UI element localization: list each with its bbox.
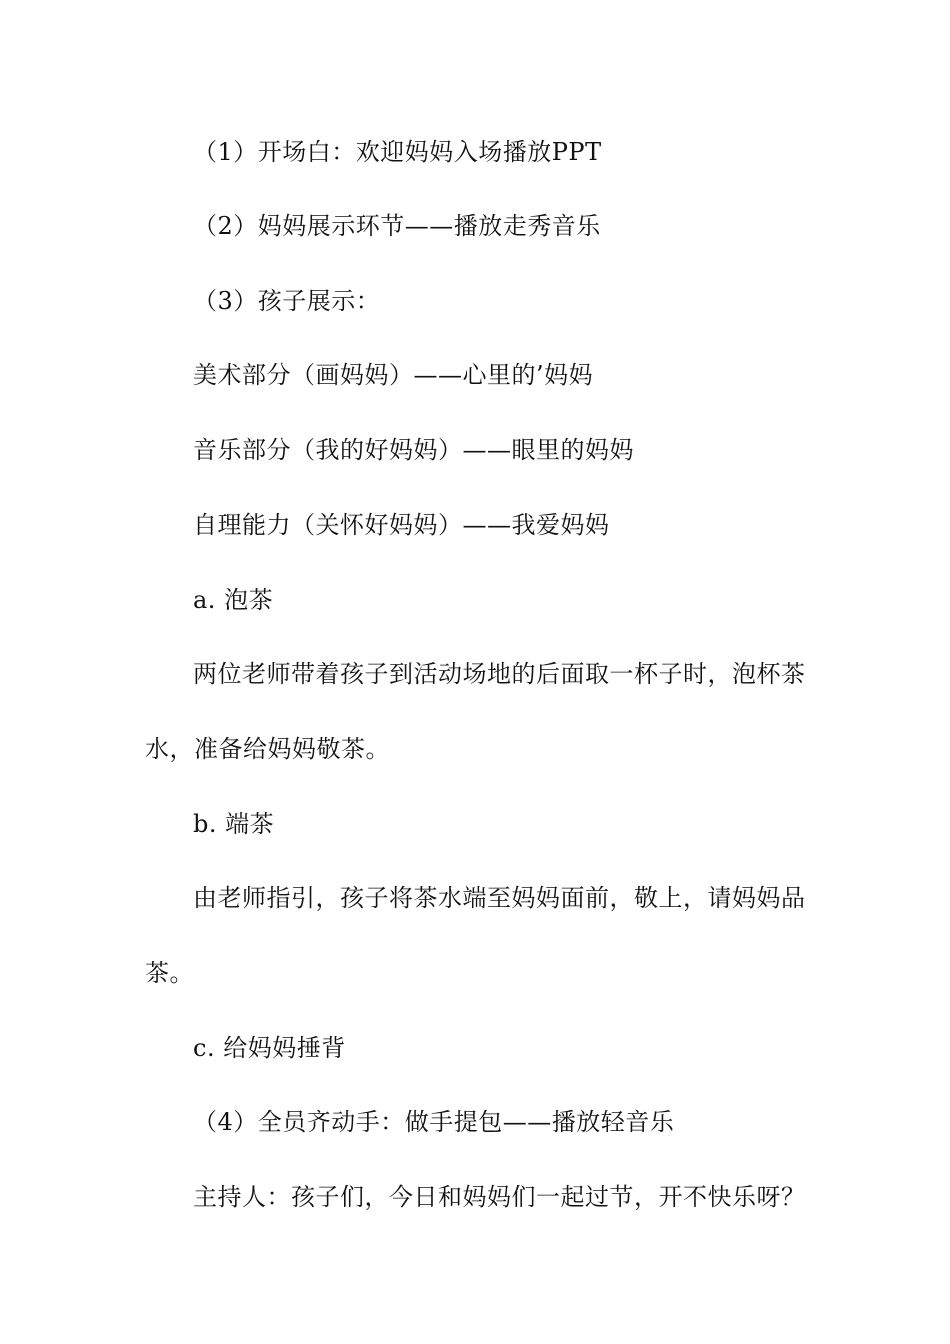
item-child-show: （3）孩子展示： xyxy=(193,287,381,315)
paragraph-b-line-2: 茶。 xyxy=(145,959,194,987)
subitem-a-heading: a. 泡茶 xyxy=(193,586,274,614)
subitem-b-heading: b. 端茶 xyxy=(193,810,275,838)
item-mom-show: （2）妈妈展示环节——播放走秀音乐 xyxy=(193,212,601,240)
item-art: 美术部分（画妈妈）——心里的’妈妈 xyxy=(193,361,594,389)
subitem-c-heading: c. 给妈妈捶背 xyxy=(193,1034,346,1062)
item-music: 音乐部分（我的好妈妈）——眼里的妈妈 xyxy=(193,436,634,464)
host-line: 主持人：孩子们，今日和妈妈们一起过节，开不快乐呀？ xyxy=(193,1183,806,1211)
paragraph-a-line-1: 两位老师带着孩子到活动场地的后面取一杯子时，泡杯茶 xyxy=(193,660,806,688)
item-opening: （1）开场白：欢迎妈妈入场播放PPT xyxy=(193,138,602,166)
item-self-care: 自理能力（关怀好妈妈）——我爱妈妈 xyxy=(193,511,610,539)
item-handbag: （4）全员齐动手：做手提包——播放轻音乐 xyxy=(193,1108,675,1136)
paragraph-a-line-2: 水，准备给妈妈敬茶。 xyxy=(145,735,390,763)
paragraph-b-line-1: 由老师指引，孩子将茶水端至妈妈面前，敬上，请妈妈品 xyxy=(193,884,806,912)
